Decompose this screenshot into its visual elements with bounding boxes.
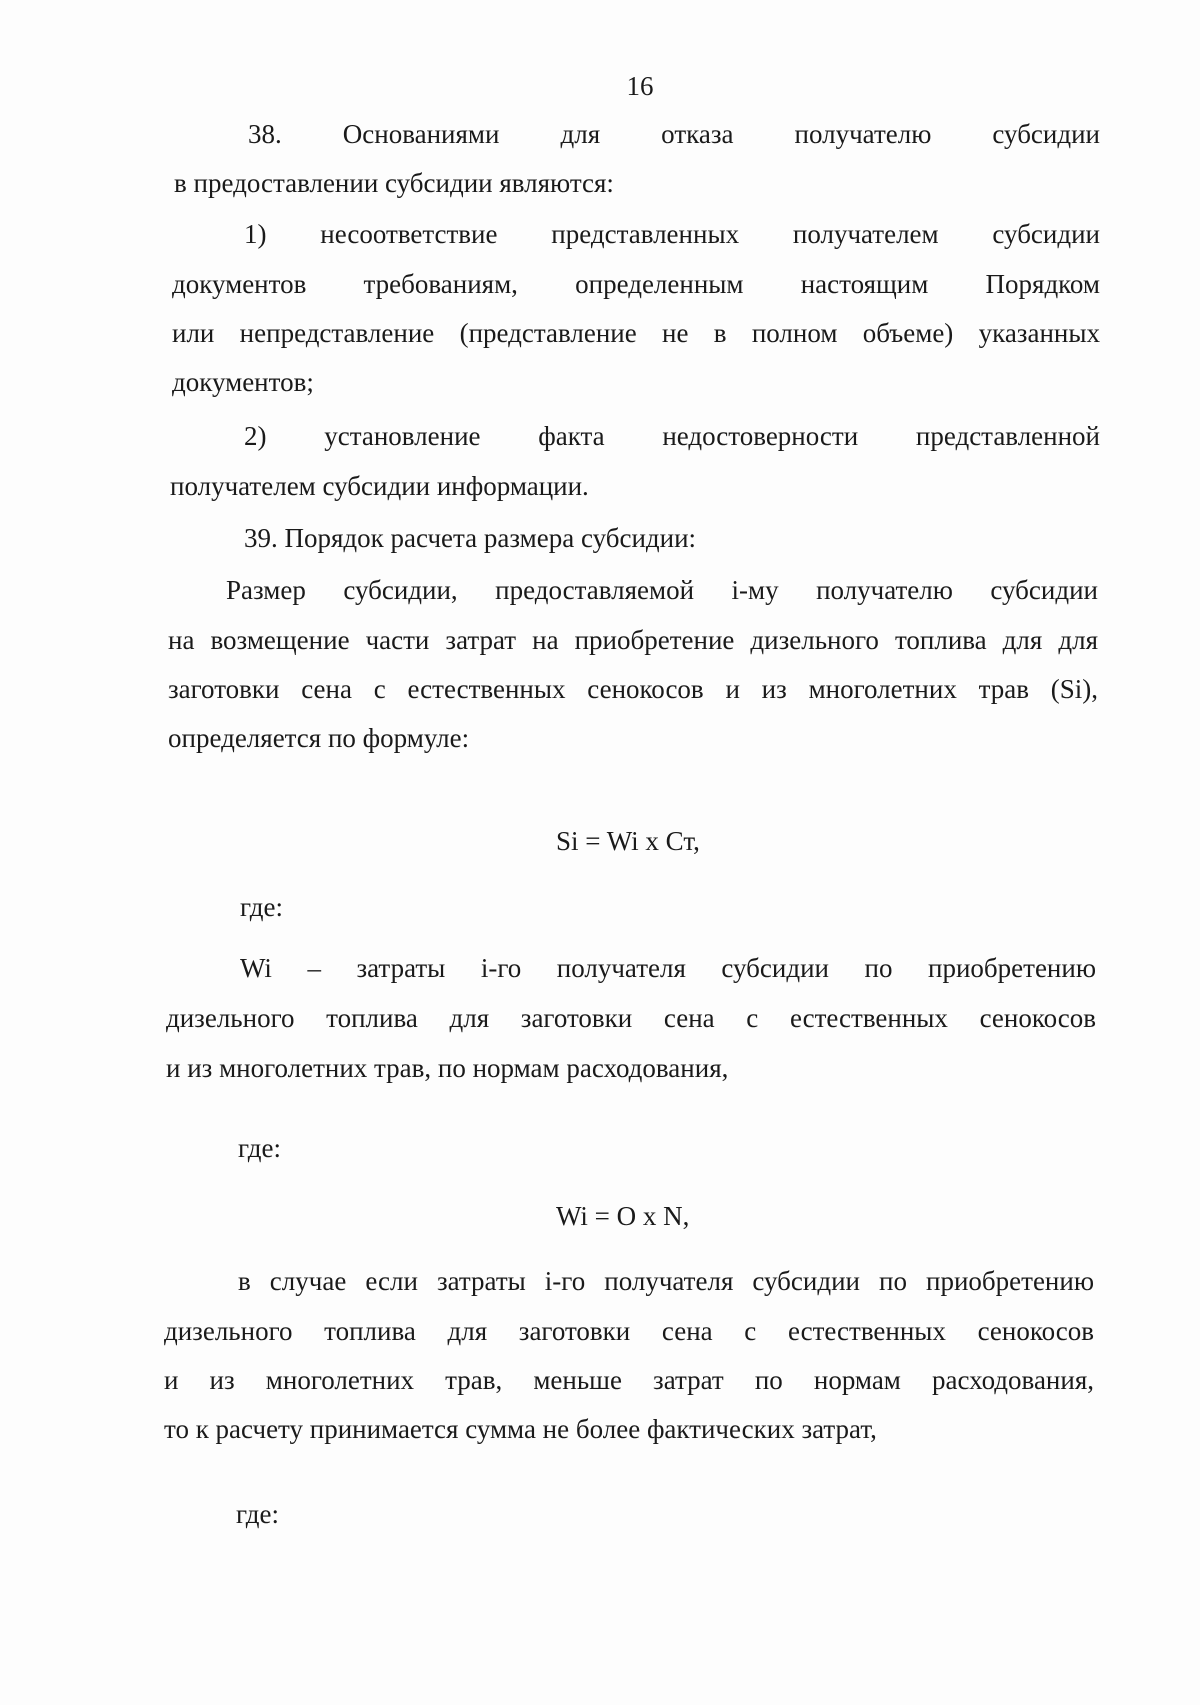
paragraph-39-line-4: определяется по формуле: (168, 723, 470, 753)
where-label-3: где: (236, 1499, 279, 1529)
paragraph-39-heading: 39. Порядок расчета размера субсидии: (244, 523, 697, 553)
page-number: 16 (626, 71, 654, 101)
formula-wi: Wi = O x N, (556, 1201, 690, 1231)
where-label-2: где: (238, 1133, 281, 1163)
paragraph-38-line-1: 38. Основаниями для отказа получателю субсидии (248, 119, 1100, 149)
item-1-line-3: или непредставление (представление не в полном объеме) указанных (172, 318, 1100, 348)
formula-si: Si = Wi x Ст, (556, 826, 700, 856)
paragraph-39-line-1: Размер субсидии, предоставляемой i-му получателю субсидии (226, 575, 1098, 605)
paragraph-39-line-2: на возмещение части затрат на приобретение дизельного топлива для для (168, 625, 1098, 655)
wi-definition-line-2: дизельного топлива для заготовки сена с естественных сенокосов (166, 1003, 1096, 1033)
paragraph-38-line-2: в предоставлении субсидии являются: (174, 168, 614, 198)
where-label-1: где: (240, 892, 283, 922)
item-1-line-2: документов требованиям, определенным настоящим Порядком (172, 269, 1100, 299)
paragraph-39-line-3: заготовки сена с естественных сенокосов и из многолетних трав (Si), (168, 674, 1098, 704)
condition-line-3: и из многолетних трав, меньше затрат по нормам расходования, (164, 1365, 1094, 1395)
item-2-line-2: получателем субсидии информации. (170, 471, 589, 501)
condition-line-2: дизельного топлива для заготовки сена с естественных сенокосов (164, 1316, 1094, 1346)
item-1-line-4: документов; (172, 367, 314, 397)
wi-definition-line-3: и из многолетних трав, по нормам расходования, (166, 1053, 729, 1083)
item-1-line-1: 1) несоответствие представленных получателем субсидии (244, 219, 1100, 249)
item-2-line-1: 2) установление факта недостоверности представленной (244, 421, 1100, 451)
wi-definition-line-1: Wi – затраты i-го получателя субсидии по приобретению (240, 953, 1096, 983)
condition-line-4: то к расчету принимается сумма не более фактических затрат, (164, 1414, 877, 1444)
condition-line-1: в случае если затраты i-го получателя субсидии по приобретению (238, 1266, 1094, 1296)
